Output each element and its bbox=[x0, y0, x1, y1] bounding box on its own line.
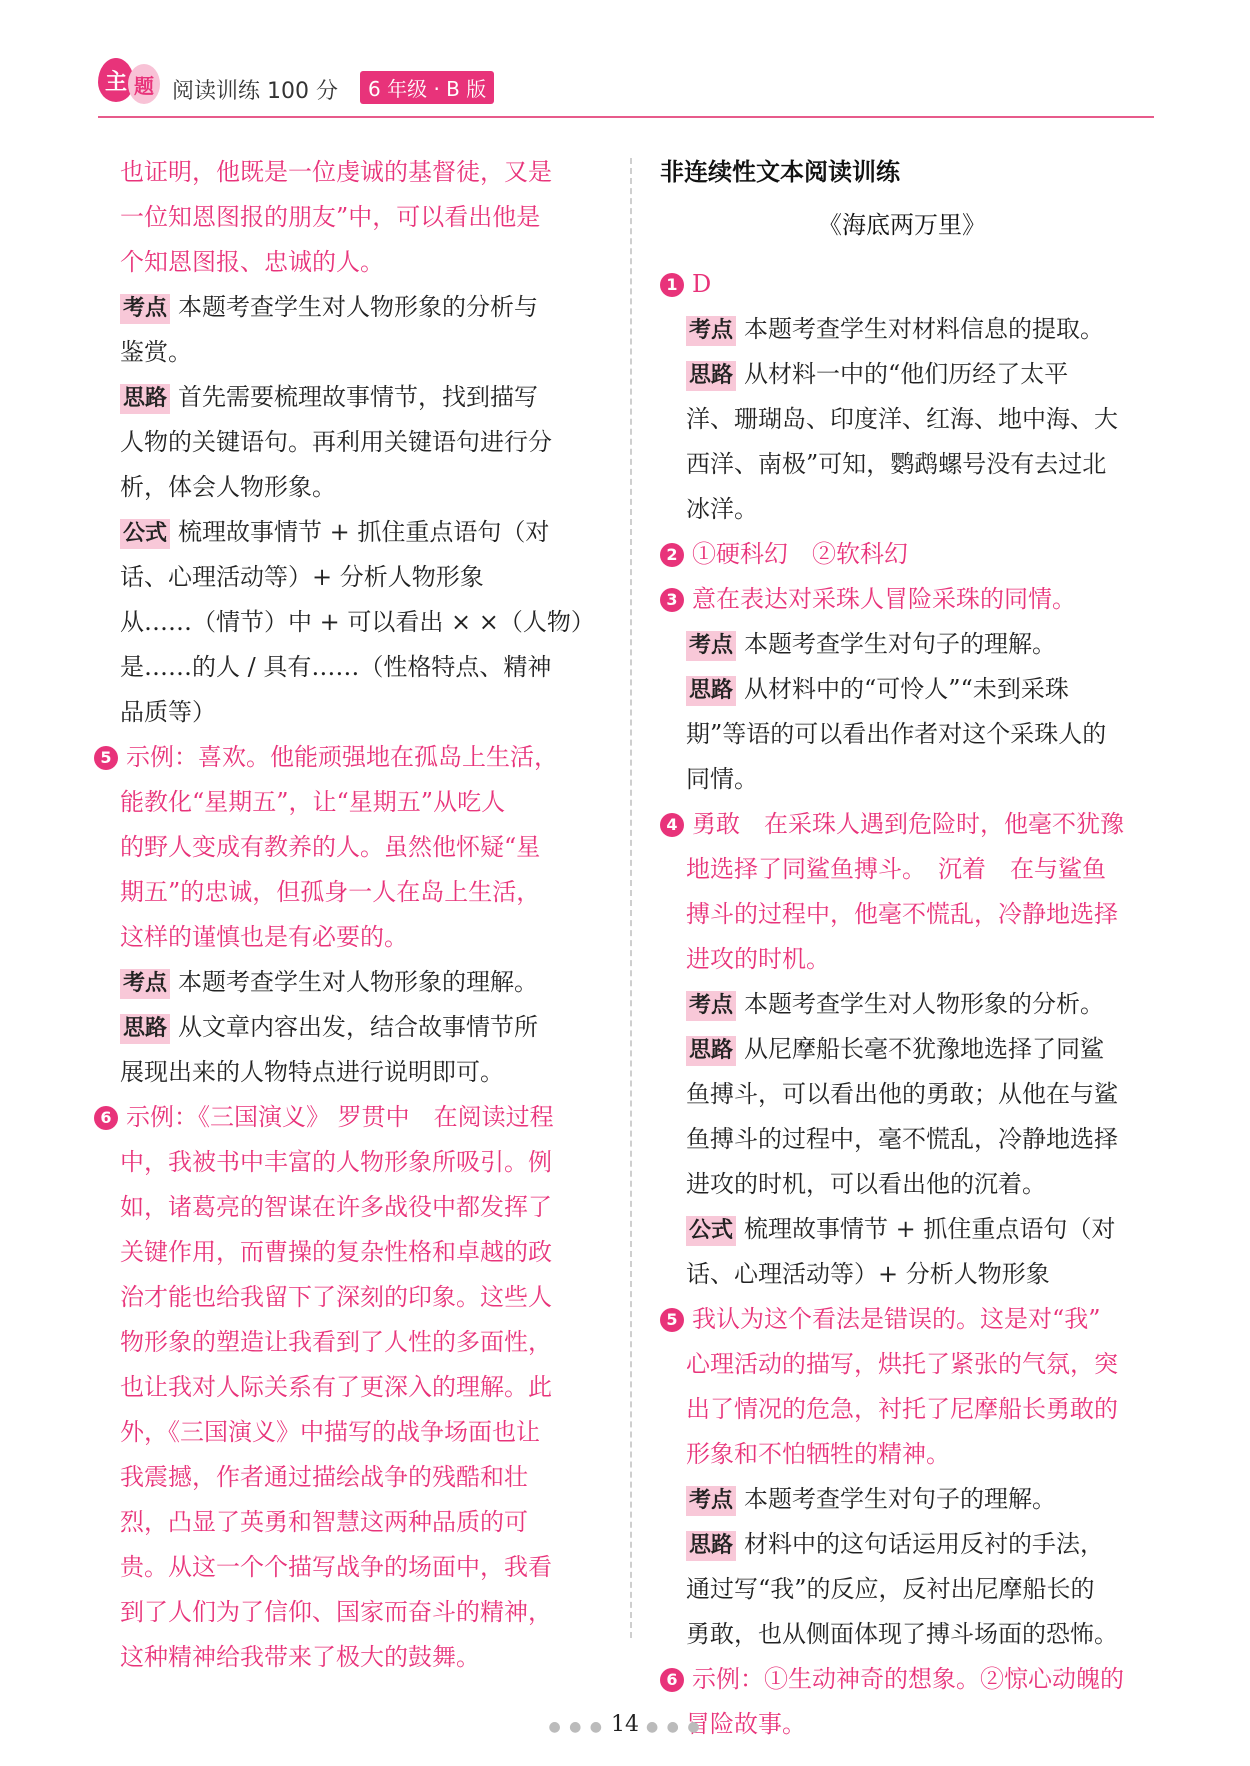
answer-line: 期五”的忠诚，但孤身一人在岛上生活， bbox=[120, 878, 541, 906]
question-number: 2 bbox=[660, 543, 684, 567]
silu-text: 鱼搏斗的过程中，毫不慌乱，冷静地选择 bbox=[686, 1125, 1118, 1153]
answer-line: 心理活动的描写，烘托了紧张的气氛，突 bbox=[686, 1350, 1118, 1378]
silu-text: 从材料中的“可怜人”“未到采珠 bbox=[744, 675, 1069, 703]
answer-line: 冒险故事。 bbox=[686, 1710, 806, 1738]
silu-tag: 思路 bbox=[686, 1036, 736, 1066]
question-number: 1 bbox=[660, 273, 684, 297]
silu-text: 西洋、南极”可知，鹦鹉螺号没有去过北 bbox=[686, 450, 1107, 478]
silu-tag: 思路 bbox=[120, 1014, 170, 1044]
gongshi-text: 品质等） bbox=[120, 698, 216, 726]
gongshi-text: 从……（情节）中 + 可以看出 × ×（人物） bbox=[120, 608, 595, 636]
page-number: 14 bbox=[611, 1712, 639, 1737]
kaodian-text: 本题考查学生对人物形象的分析。 bbox=[744, 990, 1105, 1018]
logo-char-2: 题 bbox=[128, 64, 160, 104]
kaodian-tag: 考点 bbox=[686, 631, 736, 661]
series-title: 阅读训练 100 分 bbox=[172, 79, 338, 104]
kaodian-tag: 考点 bbox=[120, 969, 170, 999]
answer-line: 如，诸葛亮的智谋在许多战役中都发挥了 bbox=[120, 1193, 552, 1221]
answer-line: 搏斗的过程中，他毫不慌乱，冷静地选择 bbox=[686, 900, 1118, 928]
answer-line: D bbox=[692, 270, 712, 298]
silu-text: 材料中的这句话运用反衬的手法， bbox=[744, 1530, 1105, 1558]
left-column bbox=[100, 150, 625, 1680]
footer-dots-right: ● ● ● bbox=[646, 1719, 702, 1735]
silu-text: 鱼搏斗，可以看出他的勇敢；从他在与鲨 bbox=[686, 1080, 1118, 1108]
question-number: 6 bbox=[94, 1106, 118, 1130]
gongshi-text: 话、心理活动等）+ 分析人物形象 bbox=[120, 563, 484, 591]
gongshi-text: 话、心理活动等）+ 分析人物形象 bbox=[686, 1260, 1050, 1288]
silu-tag: 思路 bbox=[686, 1531, 736, 1561]
answer-line: 一位知恩图报的朋友”中，可以看出他是 bbox=[120, 203, 541, 231]
answer-line: 的野人变成有教养的人。虽然他怀疑“星 bbox=[120, 833, 541, 861]
answer-line: 也让我对人际关系有了更深入的理解。此 bbox=[120, 1373, 552, 1401]
book-title: 《海底两万里》 bbox=[818, 211, 986, 239]
answer-line: 我认为这个看法是错误的。这是对“我” bbox=[692, 1305, 1101, 1333]
answer-line: 治才能也给我留下了深刻的印象。这些人 bbox=[120, 1283, 552, 1311]
answer-line: 外，《三国演义》中描写的战争场面也让 bbox=[120, 1418, 540, 1446]
silu-tag: 思路 bbox=[686, 361, 736, 391]
answer-line: 个知恩图报、忠诚的人。 bbox=[120, 248, 384, 276]
answer-line: 地选择了同鲨鱼搏斗。 沉着 在与鲨鱼 bbox=[686, 855, 1106, 883]
answer-line: 这样的谨慎也是有必要的。 bbox=[120, 923, 408, 951]
silu-text: 人物的关键语句。再利用关键语句进行分 bbox=[120, 428, 552, 456]
kaodian-text: 本题考查学生对句子的理解。 bbox=[744, 1485, 1057, 1513]
answer-line: 这种精神给我带来了极大的鼓舞。 bbox=[120, 1643, 480, 1671]
answer-line: 进攻的时机。 bbox=[686, 945, 830, 973]
silu-text: 展现出来的人物特点进行说明即可。 bbox=[120, 1058, 504, 1086]
answer-line: 意在表达对采珠人冒险采珠的同情。 bbox=[692, 585, 1076, 613]
answer-line: 示例：①生动神奇的想象。②惊心动魄的 bbox=[692, 1665, 1124, 1693]
silu-tag: 思路 bbox=[686, 676, 736, 706]
question-number: 3 bbox=[660, 588, 684, 612]
silu-text: 期”等语的可以看出作者对这个采珠人的 bbox=[686, 720, 1107, 748]
silu-text: 从尼摩船长毫不犹豫地选择了同鲨 bbox=[744, 1035, 1105, 1063]
page-footer bbox=[0, 1712, 1250, 1737]
gongshi-text: 梳理故事情节 + 抓住重点语句（对 bbox=[744, 1215, 1116, 1243]
silu-text: 从材料一中的“他们历经了太平 bbox=[744, 360, 1069, 388]
answer-line: 形象和不怕牺牲的精神。 bbox=[686, 1440, 950, 1468]
silu-text: 洋、珊瑚岛、印度洋、红海、地中海、大 bbox=[686, 405, 1118, 433]
silu-text: 进攻的时机，可以看出他的沉着。 bbox=[686, 1170, 1046, 1198]
gongshi-tag: 公式 bbox=[120, 519, 170, 549]
answer-line: 关键作用，而曹操的复杂性格和卓越的政 bbox=[120, 1238, 552, 1266]
silu-text: 勇敢，也从侧面体现了搏斗场面的恐怖。 bbox=[686, 1620, 1118, 1648]
gongshi-text: 梳理故事情节 + 抓住重点语句（对 bbox=[178, 518, 550, 546]
gongshi-text: 是……的人 / 具有……（性格特点、精神 bbox=[120, 653, 552, 681]
kaodian-text: 鉴赏。 bbox=[120, 338, 192, 366]
series-logo bbox=[98, 56, 162, 108]
column-divider bbox=[630, 158, 632, 1638]
logo-char-1: 主 bbox=[98, 58, 134, 102]
answer-line: 物形象的塑造让我看到了人性的多面性， bbox=[120, 1328, 552, 1356]
answer-line: 示例：喜欢。他能顽强地在孤岛上生活， bbox=[126, 743, 558, 771]
silu-text: 冰洋。 bbox=[686, 495, 758, 523]
answer-line: 中，我被书中丰富的人物形象所吸引。例 bbox=[120, 1148, 552, 1176]
answer-line: 烈，凸显了英勇和智慧这两种品质的可 bbox=[120, 1508, 528, 1536]
question-number: 6 bbox=[660, 1668, 684, 1692]
kaodian-tag: 考点 bbox=[686, 991, 736, 1021]
answer-line: ①硬科幻 ②软科幻 bbox=[692, 540, 908, 568]
edition-badge: 6 年级 · B 版 bbox=[360, 71, 494, 104]
section-title: 非连续性文本阅读训练 bbox=[660, 158, 900, 186]
answer-line: 到了人们为了信仰、国家而奋斗的精神， bbox=[120, 1598, 552, 1626]
answer-line: 勇敢 在采珠人遇到危险时，他毫不犹豫 bbox=[692, 810, 1124, 838]
kaodian-tag: 考点 bbox=[686, 1486, 736, 1516]
kaodian-text: 本题考查学生对人物形象的理解。 bbox=[178, 968, 539, 996]
answer-line: 也证明，他既是一位虔诚的基督徒，又是 bbox=[120, 158, 552, 186]
answer-line: 能教化“星期五”，让“星期五”从吃人 bbox=[120, 788, 506, 816]
question-number: 5 bbox=[94, 746, 118, 770]
silu-text: 从文章内容出发，结合故事情节所 bbox=[178, 1013, 539, 1041]
kaodian-text: 本题考查学生对材料信息的提取。 bbox=[744, 315, 1105, 343]
gongshi-tag: 公式 bbox=[686, 1216, 736, 1246]
answer-line: 出了情况的危急，衬托了尼摩船长勇敢的 bbox=[686, 1395, 1118, 1423]
kaodian-tag: 考点 bbox=[686, 316, 736, 346]
right-column bbox=[660, 150, 1144, 1747]
kaodian-text: 本题考查学生对句子的理解。 bbox=[744, 630, 1057, 658]
silu-text: 通过写“我”的反应，反衬出尼摩船长的 bbox=[686, 1575, 1095, 1603]
page-header bbox=[98, 48, 1154, 118]
footer-dots-left: ● ● ● bbox=[548, 1719, 604, 1735]
answer-line: 示例：《三国演义》 罗贯中 在阅读过程 bbox=[126, 1103, 554, 1131]
answer-line: 贵。从这一个个描写战争的场面中，我看 bbox=[120, 1553, 552, 1581]
silu-text: 析，体会人物形象。 bbox=[120, 473, 336, 501]
answer-line: 我震撼，作者通过描绘战争的残酷和壮 bbox=[120, 1463, 528, 1491]
kaodian-text: 本题考查学生对人物形象的分析与 bbox=[178, 293, 539, 321]
silu-text: 同情。 bbox=[686, 765, 758, 793]
question-number: 4 bbox=[660, 813, 684, 837]
question-number: 5 bbox=[660, 1308, 684, 1332]
silu-tag: 思路 bbox=[120, 384, 170, 414]
silu-text: 首先需要梳理故事情节，找到描写 bbox=[178, 383, 539, 411]
kaodian-tag: 考点 bbox=[120, 294, 170, 324]
